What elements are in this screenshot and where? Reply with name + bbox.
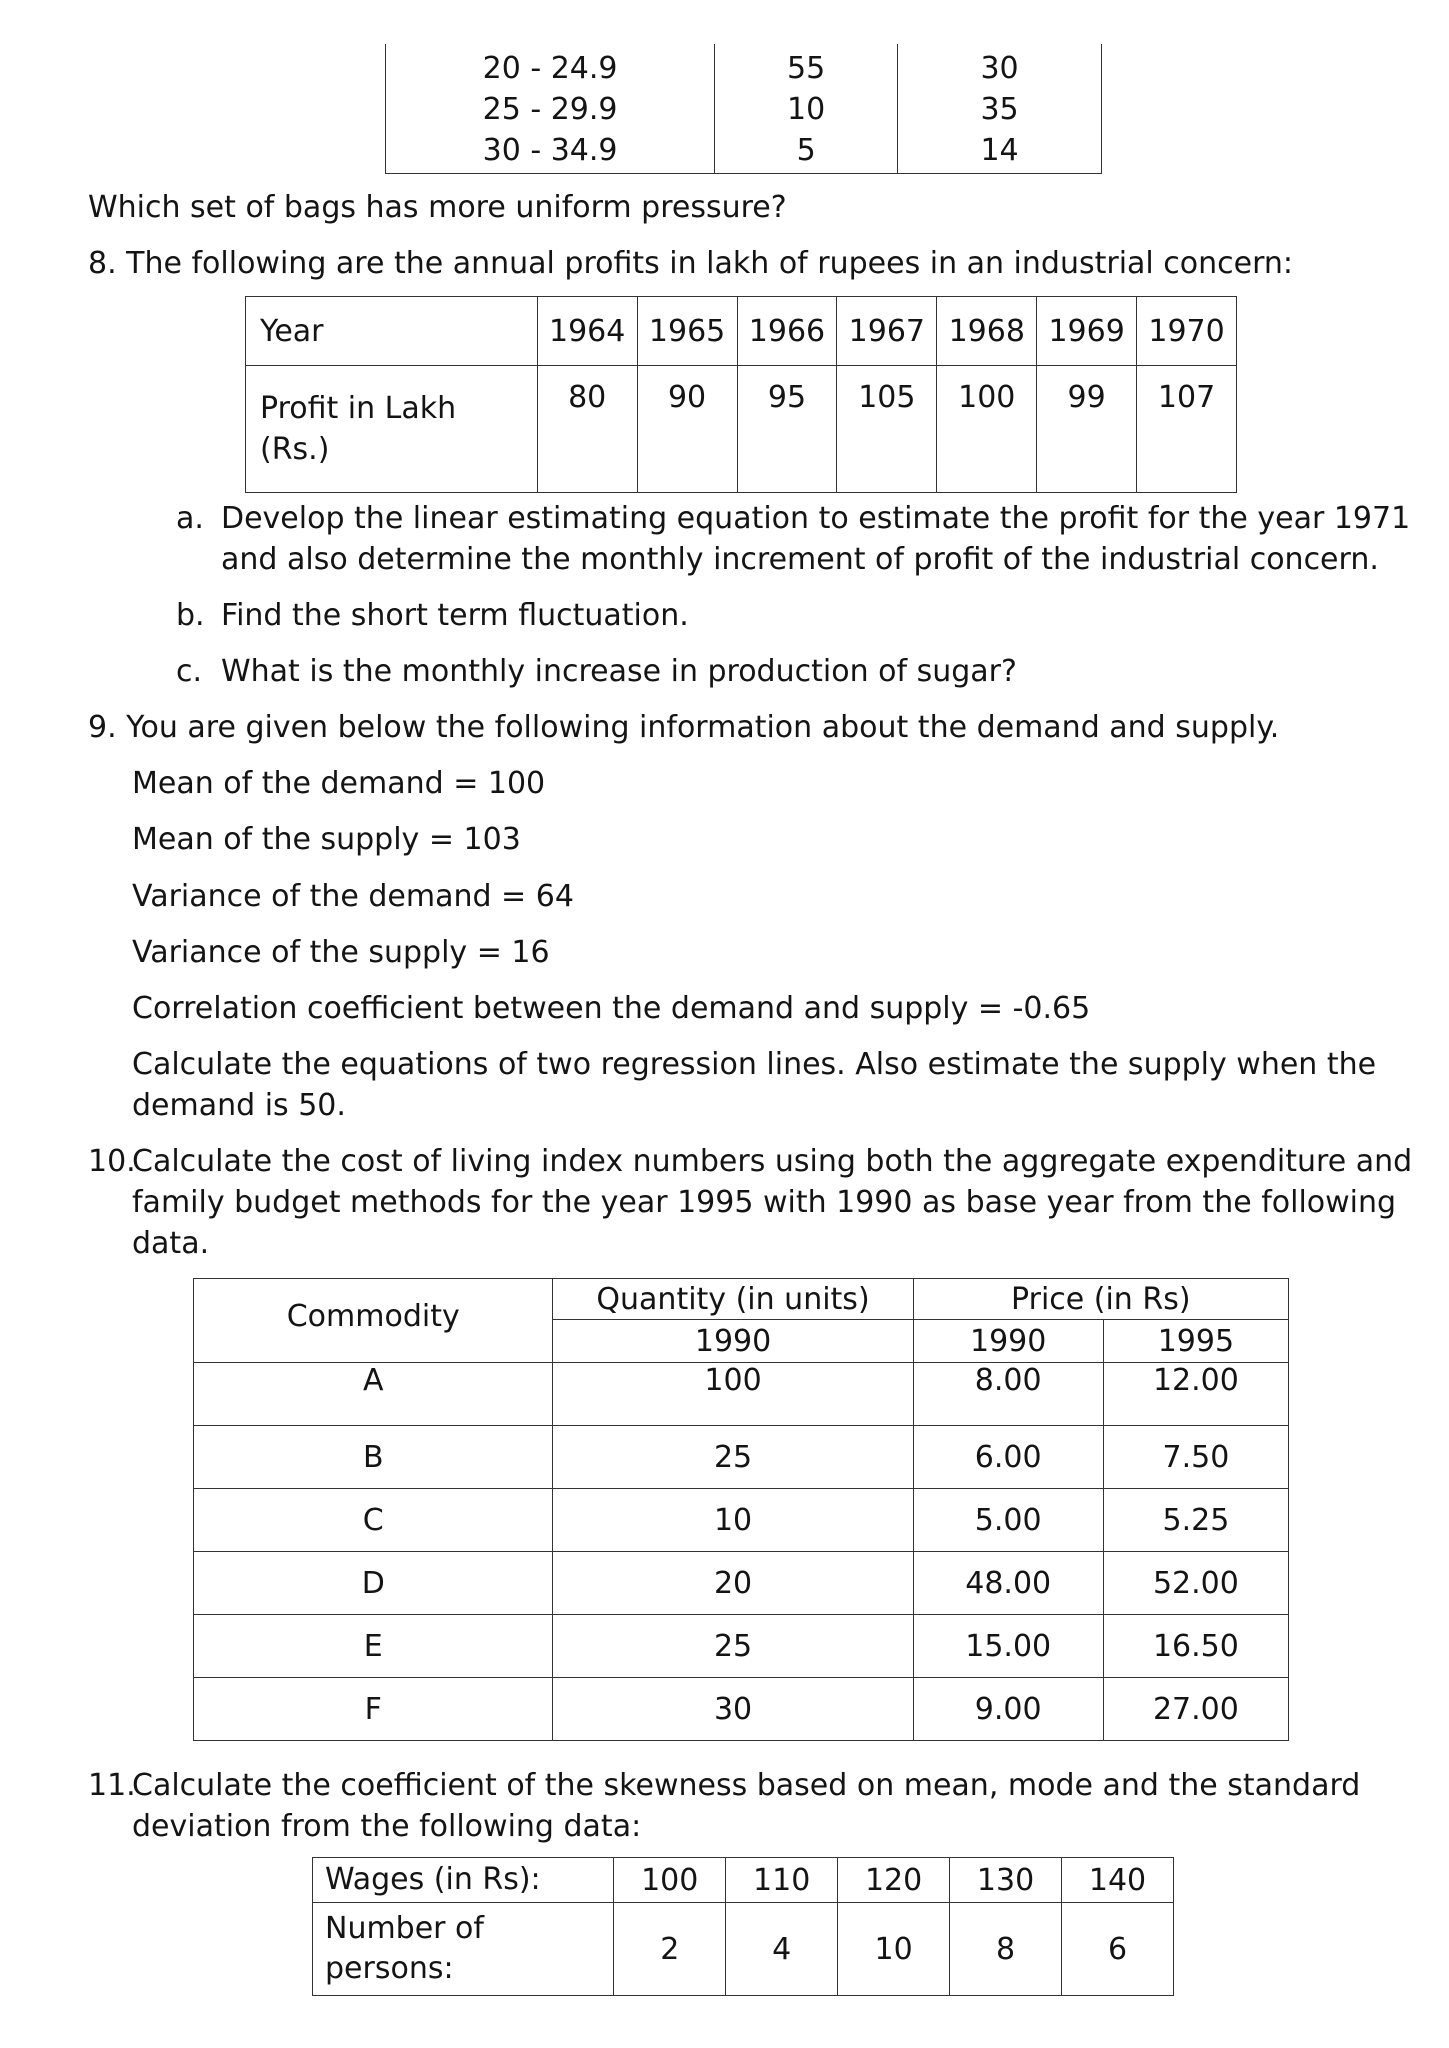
- wage-cell: 100: [614, 1858, 726, 1903]
- persons-cell: 2: [614, 1903, 726, 1996]
- profit-cell: 100: [937, 366, 1037, 493]
- q11-number: 11.: [88, 1768, 136, 1803]
- price-cell: 52.00: [1103, 1552, 1288, 1615]
- price-header: Price (in Rs): [913, 1279, 1288, 1320]
- year-cell: 1966: [737, 297, 837, 366]
- price-cell: 16.50: [1103, 1615, 1288, 1678]
- q9-text: 9. You are given below the following information about the demand and supply.: [88, 710, 1280, 745]
- profit-header: [246, 366, 538, 493]
- setA-1: 55: [787, 51, 826, 86]
- year-cell: 1964: [537, 297, 637, 366]
- price-year-header: 1990: [913, 1320, 1103, 1363]
- range-1: 20 - 24.9: [482, 51, 618, 86]
- commodity-cell: E: [194, 1615, 553, 1678]
- pressure-table: [385, 44, 1102, 174]
- q8b-text: Find the short term fluctuation.: [221, 598, 689, 633]
- profit-cell: 99: [1037, 366, 1137, 493]
- year-cell: 1970: [1137, 297, 1237, 366]
- quantity-cell: 25: [553, 1615, 913, 1678]
- persons-header: [313, 1903, 614, 1996]
- q8a-text: Develop the linear estimating equation to estimate the profit for the year 1971 and also determine the monthly increment of profit of the industrial concern.: [221, 501, 1411, 577]
- commodity-cell: C: [194, 1489, 553, 1552]
- year-cell: 1965: [637, 297, 737, 366]
- commodity-cell: D: [194, 1552, 553, 1615]
- quantity-cell: 30: [553, 1678, 913, 1741]
- setA-2: 10: [787, 92, 826, 127]
- year-cell: 1968: [937, 297, 1037, 366]
- table-row: [386, 44, 1102, 174]
- persons-cell: 4: [726, 1903, 838, 1996]
- q8c-text: What is the monthly increase in production of sugar?: [221, 654, 1017, 689]
- price-cell: 12.00: [1103, 1363, 1288, 1426]
- table-row: [313, 1858, 1174, 1903]
- wage-cell: 130: [950, 1858, 1062, 1903]
- quantity-header: Quantity (in units): [553, 1279, 913, 1320]
- q8-text: 8. The following are the annual profits in lakh of rupees in an industrial concern:: [88, 246, 1294, 281]
- q8a-marker: a.: [176, 501, 204, 536]
- price-year-header: 1995: [1103, 1320, 1288, 1363]
- profit-table: [245, 296, 1237, 493]
- profit-header-text: Profit in Lakh (Rs.): [260, 391, 457, 467]
- table-row: [313, 1903, 1174, 1996]
- quantity-cell: 10: [553, 1489, 913, 1552]
- persons-cell: 6: [1062, 1903, 1174, 1996]
- wage-cell: 110: [726, 1858, 838, 1903]
- wage-cell: 140: [1062, 1858, 1174, 1903]
- quantity-year-header: 1990: [553, 1320, 913, 1363]
- q8c-marker: c.: [176, 654, 203, 689]
- persons-header-text: Number of persons:: [325, 1911, 484, 1986]
- table-row: [246, 297, 1237, 366]
- q11-text: Calculate the coefficient of the skewness based on mean, mode and the standard deviation from the following data:: [132, 1768, 1361, 1844]
- table-row: [194, 1552, 1289, 1615]
- table-row: [194, 1615, 1289, 1678]
- price-cell: 5.25: [1103, 1489, 1288, 1552]
- table-row: [194, 1489, 1289, 1552]
- table-row: [194, 1678, 1289, 1741]
- price-cell: 8.00: [913, 1363, 1103, 1426]
- quantity-cell: 100: [553, 1363, 913, 1426]
- persons-cell: 8: [950, 1903, 1062, 1996]
- setB-1: 30: [980, 51, 1019, 86]
- price-cell: 6.00: [913, 1426, 1103, 1489]
- price-cell: 48.00: [913, 1552, 1103, 1615]
- range-2: 25 - 29.9: [482, 92, 618, 127]
- price-cell: 5.00: [913, 1489, 1103, 1552]
- price-cell: 7.50: [1103, 1426, 1288, 1489]
- price-cell: 27.00: [1103, 1678, 1288, 1741]
- q9-line: Mean of the supply = 103: [132, 822, 521, 857]
- persons-cell: 10: [838, 1903, 950, 1996]
- setA-3: 5: [796, 133, 816, 168]
- table-row: [194, 1363, 1289, 1426]
- year-cell: 1967: [837, 297, 937, 366]
- q7-question-text: Which set of bags has more uniform pressure?: [88, 190, 787, 225]
- quantity-cell: 25: [553, 1426, 913, 1489]
- range-3: 30 - 34.9: [482, 133, 618, 168]
- table-row: [194, 1426, 1289, 1489]
- wages-table: [312, 1857, 1174, 1996]
- price-cell: 9.00: [913, 1678, 1103, 1741]
- commodity-cell: B: [194, 1426, 553, 1489]
- q10-text: Calculate the cost of living index numbers using both the aggregate expenditure and family budget methods for the year 1995 with 1990 as base year from the following data.: [132, 1144, 1413, 1261]
- q8b-marker: b.: [176, 598, 205, 633]
- quantity-cell: 20: [553, 1552, 913, 1615]
- wages-header: Wages (in Rs):: [313, 1858, 614, 1903]
- setB-3: 14: [980, 133, 1019, 168]
- profit-cell: 107: [1137, 366, 1237, 493]
- q9-line: Variance of the supply = 16: [132, 935, 550, 970]
- pressure-setA-cell: [715, 44, 898, 174]
- profit-cell: 90: [637, 366, 737, 493]
- year-header: Year: [246, 297, 538, 366]
- table-row: [246, 366, 1237, 493]
- commodity-header: Commodity: [194, 1279, 553, 1363]
- q9-line: Variance of the demand = 64: [132, 879, 574, 914]
- wage-cell: 120: [838, 1858, 950, 1903]
- pressure-range-cell: [386, 44, 715, 174]
- pressure-setB-cell: [898, 44, 1102, 174]
- year-cell: 1969: [1037, 297, 1137, 366]
- profit-cell: 105: [837, 366, 937, 493]
- commodity-table: [193, 1278, 1289, 1741]
- commodity-cell: F: [194, 1678, 553, 1741]
- profit-cell: 95: [737, 366, 837, 493]
- profit-cell: 80: [537, 366, 637, 493]
- q10-number: 10.: [88, 1144, 136, 1179]
- q9-line: Correlation coefficient between the demand and supply = -0.65: [132, 991, 1091, 1026]
- q9-ask: Calculate the equations of two regression lines. Also estimate the supply when the demand is 50.: [132, 1047, 1377, 1123]
- q9-line: Mean of the demand = 100: [132, 766, 546, 801]
- setB-2: 35: [980, 92, 1019, 127]
- commodity-cell: A: [194, 1363, 553, 1426]
- table-row: [194, 1279, 1289, 1320]
- price-cell: 15.00: [913, 1615, 1103, 1678]
